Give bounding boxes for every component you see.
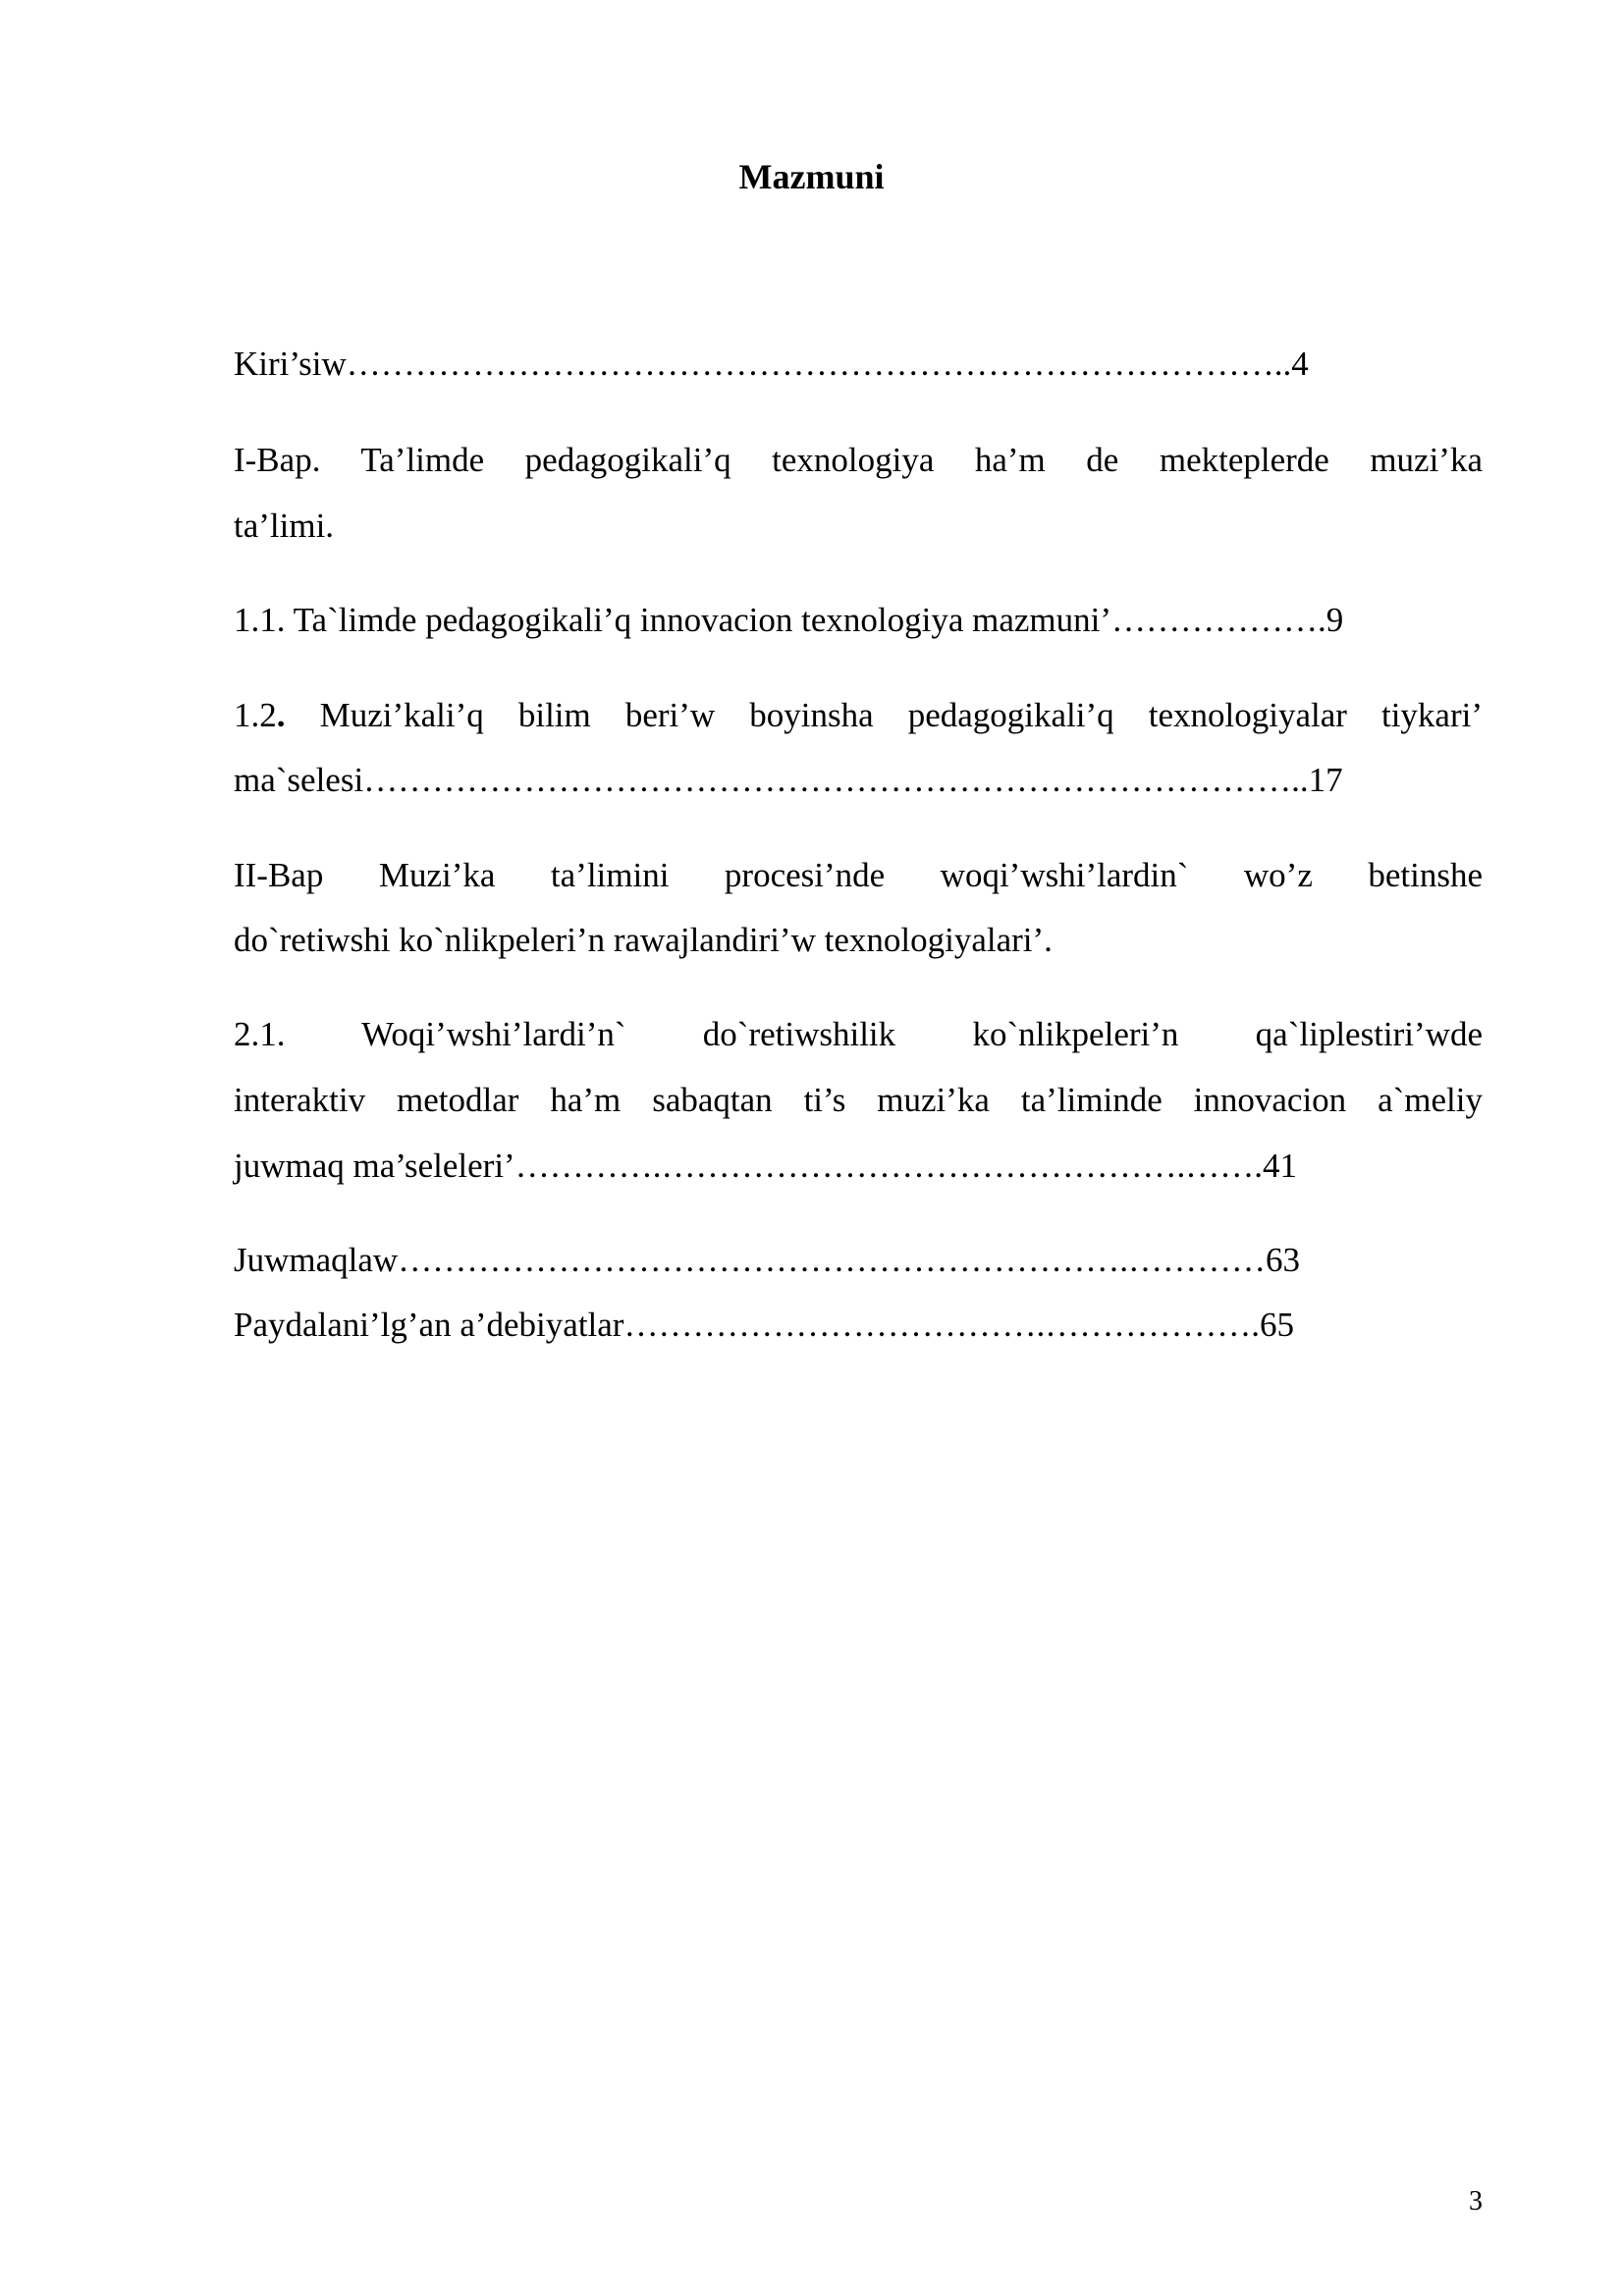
toc-entry-section-1-1: 1.1. Ta`limde pedagogikali’q innovacion texnologiya mazmuni’……………….9: [234, 601, 1344, 639]
page-title: Mazmuni: [738, 157, 885, 196]
section-1-2-bold-dot: .: [276, 696, 286, 734]
toc-entry-juwmaqlaw: Juwmaqlaw……………………………………………………….…………63: [234, 1241, 1300, 1279]
toc-entry-chapter-1-line-2: ta’limi.: [234, 507, 335, 545]
section-1-2-title: Muzi’kali’q bilim beri’w boyinsha pedagogikali’q texnologiyalar tiykari’: [285, 696, 1483, 734]
toc-entry-section-2-1-line-3: juwmaq ma’seleleri’………….……………………………………….…….41: [234, 1147, 1297, 1185]
section-1-2-number: 1.2: [234, 696, 277, 734]
toc-entry-chapter-2-line-1: II-Bap Muzi’ka ta’limini procesi’nde woqi’wshi’lardin` wo’z betinshe: [234, 856, 1483, 894]
toc-entry-section-2-1-line-2: interaktiv metodlar ha’m sabaqtan ti’s muzi’ka ta’liminde innovacion a`meliy: [234, 1081, 1483, 1119]
page-number: 3: [1469, 2186, 1483, 2216]
toc-entry-paydalanilgan-adebiyatlar: Paydalani’lg’an a’debiyatlar……………………………….……………….65: [234, 1306, 1294, 1344]
toc-entry-kirisiw: Kiri’siw………………………………………………………………………..4: [234, 345, 1309, 383]
toc-entry-section-1-2-line-1: [234, 693, 1483, 738]
toc-entry-chapter-1-line-1: I-Bap. Ta’limde pedagogikali’q texnologiya ha’m de mekteplerde muzi’ka: [234, 441, 1483, 479]
toc-entry-chapter-2-line-2: do`retiwshi ko`nlikpeleri’n rawajlandiri’w texnologiyalari’.: [234, 921, 1053, 959]
toc-entry-section-1-2-line-2: ma`selesi………………………………………………………………………..17: [234, 761, 1343, 799]
toc-entry-section-2-1-line-1: 2.1. Woqi’wshi’lardi’n` do`retiwshilik ko`nlikpeleri’n qa`liplestiri’wde: [234, 1015, 1483, 1053]
